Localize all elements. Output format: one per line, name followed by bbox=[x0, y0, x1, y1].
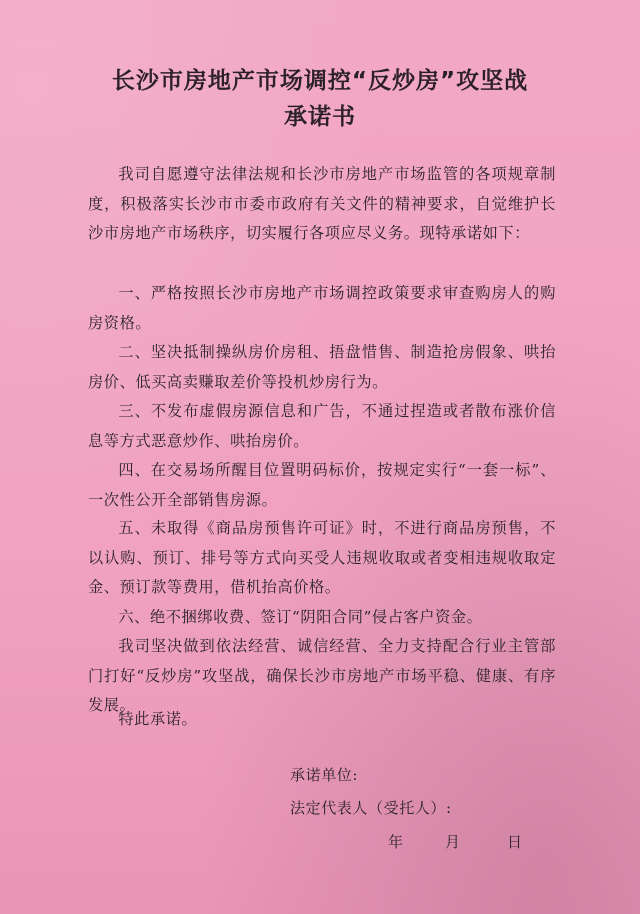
signature-representative-label: 法定代表人（受托人）: bbox=[290, 799, 452, 817]
document-subtitle: 承诺书 bbox=[284, 104, 356, 130]
document-title: 长沙市房地产市场调控“反炒房”攻坚战 bbox=[111, 68, 529, 94]
commitment-item-1: 一、严格按照长沙市房地产市场调控政策要求审查购房人的购房资格。 bbox=[88, 284, 556, 332]
signature-unit-label: 承诺单位: bbox=[290, 766, 359, 784]
commitment-item-6: 六、绝不捆绑收费、签订“阴阳合同”侵占客户资金。 bbox=[118, 608, 483, 626]
date-month-label: 月 bbox=[445, 833, 461, 851]
date-day-label: 日 bbox=[507, 833, 523, 851]
commitment-item-5: 五、未取得《商品房预售许可证》时，不进行商品房预售，不以认购、预订、排号等方式向买受人违规收取或者变相违规收取定金、预订款等费用，借机抬高价格。 bbox=[88, 519, 556, 596]
ending-statement: 特此承诺。 bbox=[118, 710, 198, 728]
commitment-item-3: 三、不发布虚假房源信息和广告，不通过捏造或者散布涨价信息等方式恶意炒作、哄抬房价。 bbox=[88, 402, 556, 450]
closing-paragraph: 我司坚决做到依法经营、诚信经营、全力支持配合行业主管部门打好“反炒房”攻坚战，确保长沙市房地产市场平稳、健康、有序发展。 bbox=[88, 637, 556, 714]
commitment-item-4: 四、在交易场所醒目位置明码标价，按规定实行“一套一标”、一次性公开全部销售房源。 bbox=[88, 461, 556, 509]
commitment-item-2: 二、坚决抵制操纵房价房租、捂盘惜售、制造抢房假象、哄抬房价、低买高卖赚取差价等投机炒房行为。 bbox=[88, 343, 556, 391]
date-year-label: 年 bbox=[388, 833, 404, 851]
intro-paragraph: 我司自愿遵守法律法规和长沙市房地产市场监管的各项规章制度，积极落实长沙市市委市政府有关文件的精神要求，自觉维护长沙市房地产市场秩序，切实履行各项应尽义务。现特承诺如下： bbox=[88, 165, 556, 242]
